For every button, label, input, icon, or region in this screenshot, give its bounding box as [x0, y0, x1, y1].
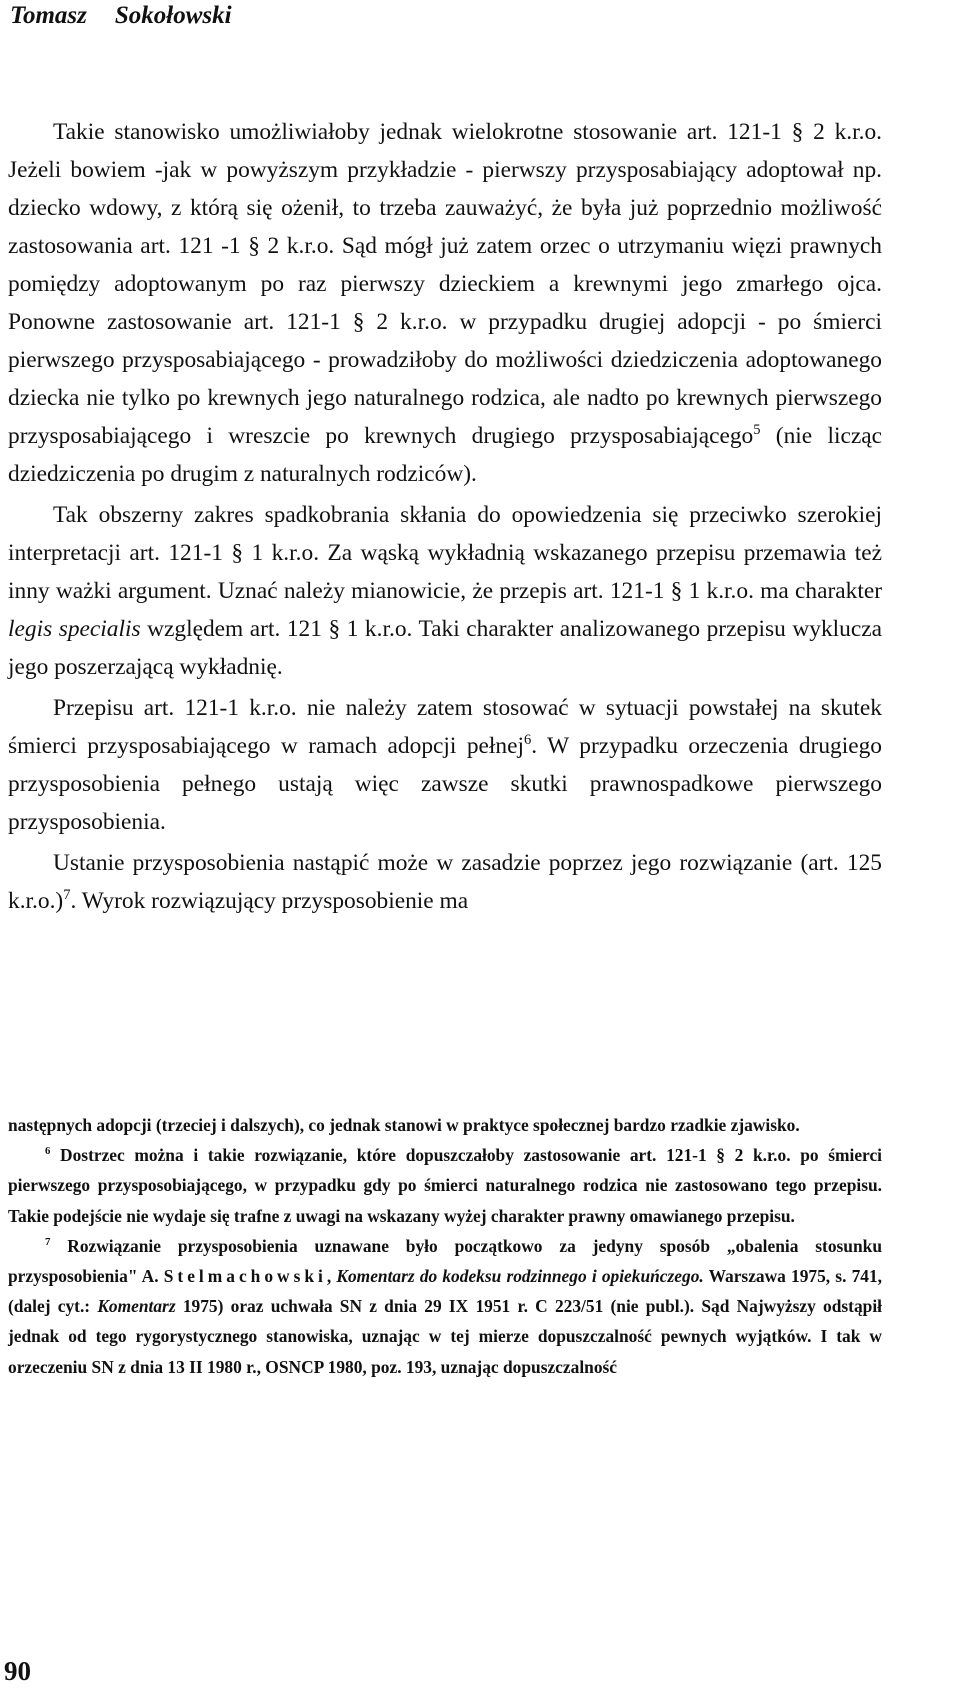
- paragraph-1-text: Takie stanowisko umożliwiałoby jednak wielokrotne stosowanie art. 121-1 § 2 k.r.o. Jeżeli bowiem -jak w powyższym przykładzie - pierwszy przysposabiający adoptował np. dziecko wdowy, z którą się ożenił, to trzeba zauważyć, że była już poprzednio możliwość zastosowania art. 121 -1 § 2 k.r.o. Sąd mógł już zatem orzec o utrzymaniu więzi prawnych pomiędzy adoptowanym po raz pierwszy dzieckiem a krewnymi jego zmarłego ojca. Ponowne zastosowanie art. 121-1 § 2 k.r.o. w przypadku drugiej adopcji - po śmierci pierwszego przysposabiającego - prowadziłoby do możliwości dziedziczenia adoptowanego dziecka nie tylko po krewnych jego naturalnego rodzica, ale nadto po krewnych pierwszego przysposabiającego i wreszcie po krewnych drugiego przysposabiającego: [8, 119, 882, 449]
- page-number: 90: [4, 1656, 31, 1686]
- paragraph-2-text-b: względem art. 121 § 1 k.r.o. Taki charakter analizowanego przepisu wyklucza jego poszerzającą wykładnię.: [8, 616, 882, 680]
- paragraph-4: [8, 844, 882, 920]
- legis-specialis-term: legis specialis: [8, 616, 141, 642]
- footnote-ref-5: 5: [753, 422, 761, 439]
- paragraph-4-text-a: Ustanie przysposobienia nastąpić może w zasadzie poprzez jego rozwiązanie (art. 125 k.r.o.): [8, 850, 882, 914]
- footnote-7-text-c: Warszawa 1975, s. 741, (dalej cyt.:: [8, 1266, 883, 1317]
- paragraph-3-text-a: Przepisu art. 121-1 k.r.o. nie należy zatem stosować w sytuacji powstałej na skutek śmierci przysposabiającego w ramach adopcji pełnej: [8, 695, 882, 759]
- footnote-ref-6: 6: [524, 732, 532, 749]
- paragraph-3: [8, 689, 882, 841]
- footnote-7-text-d: 1975) oraz uchwała SN z dnia 29 IX 1951 r. C 223/51 (nie publ.). Sąd Najwyższy odstąpił jednak od tego rygorystycznego stanowiska, uznając w tej mierze dopuszczalność pewnych wyjątków. I tak w orzeczeniu SN z dnia 13 II 1980 r., OSNCP 1980, poz. 193, uznając dopuszczalność: [8, 1296, 882, 1377]
- footnote-7-title: Komentarz do kodeksu rodzinnego i opiekuńczego.: [336, 1266, 704, 1287]
- footnote-continuation: następnych adopcji (trzeciej i dalszych), co jednak stanowi w praktyce społecznej bardzo rzadkie zjawisko.: [8, 1115, 800, 1135]
- paragraph-2-text-a: Tak obszerny zakres spadkobrania skłania do opowiedzenia się przeciwko szerokiej interpretacji art. 121-1 § 1 k.r.o. Za wąską wykładnią wskazanego przepisu przemawia też inny ważki argument. Uznać należy mianowicie, że przepis art. 121-1 § 1 k.r.o. ma charakter: [8, 502, 882, 604]
- footnote-7-short-title: Komentarz: [97, 1296, 176, 1317]
- footnote-7-text-a: Rozwiązanie przysposobienia uznawane było początkowo za jedyny sposób „obalenia stosunku przysposobienia" A.: [8, 1235, 882, 1287]
- footnote-ref-7: 7: [63, 887, 71, 904]
- paragraph-1: [8, 113, 882, 493]
- footnote-7-text-b: ,: [326, 1266, 337, 1287]
- footnote-7-number: 7: [45, 1236, 51, 1249]
- author-last-name: Sokołowski: [114, 2, 232, 29]
- footnote-7: [8, 1231, 882, 1382]
- running-header: [10, 0, 232, 32]
- main-text: [8, 113, 882, 920]
- footnote-6-text: Dostrzec można i takie rozwiązanie, które dopuszczałoby zastosowanie art. 121-1 § 2 k.r.o. po śmierci pierwszego przysposobiającego, w przypadku gdy po śmierci naturalnego rodzica nie zastosowano tego przepisu. Takie podejście nie wydaje się trafne z uwagi na wskazany wyżej charakter prawny omawianego przepisu.: [8, 1145, 882, 1226]
- footnotes: [8, 1110, 882, 1382]
- paragraph-4-text-b: . Wyrok rozwiązujący przysposobienie ma: [70, 888, 469, 914]
- footnote-6: [8, 1140, 882, 1231]
- footnote-6-number: 6: [45, 1145, 51, 1158]
- paragraph-3-text-b: . W przypadku orzeczenia drugiego przysposobienia pełnego ustają więc zawsze skutki prawnospadkowe pierwszego przysposobienia.: [8, 733, 882, 835]
- paragraph-1-end: (nie licząc dziedziczenia po drugim z naturalnych rodziców).: [8, 423, 882, 487]
- author-first-name: Tomasz: [10, 2, 87, 29]
- footnote-7-author: Stelmachowski: [163, 1266, 327, 1287]
- paragraph-2: [8, 496, 882, 686]
